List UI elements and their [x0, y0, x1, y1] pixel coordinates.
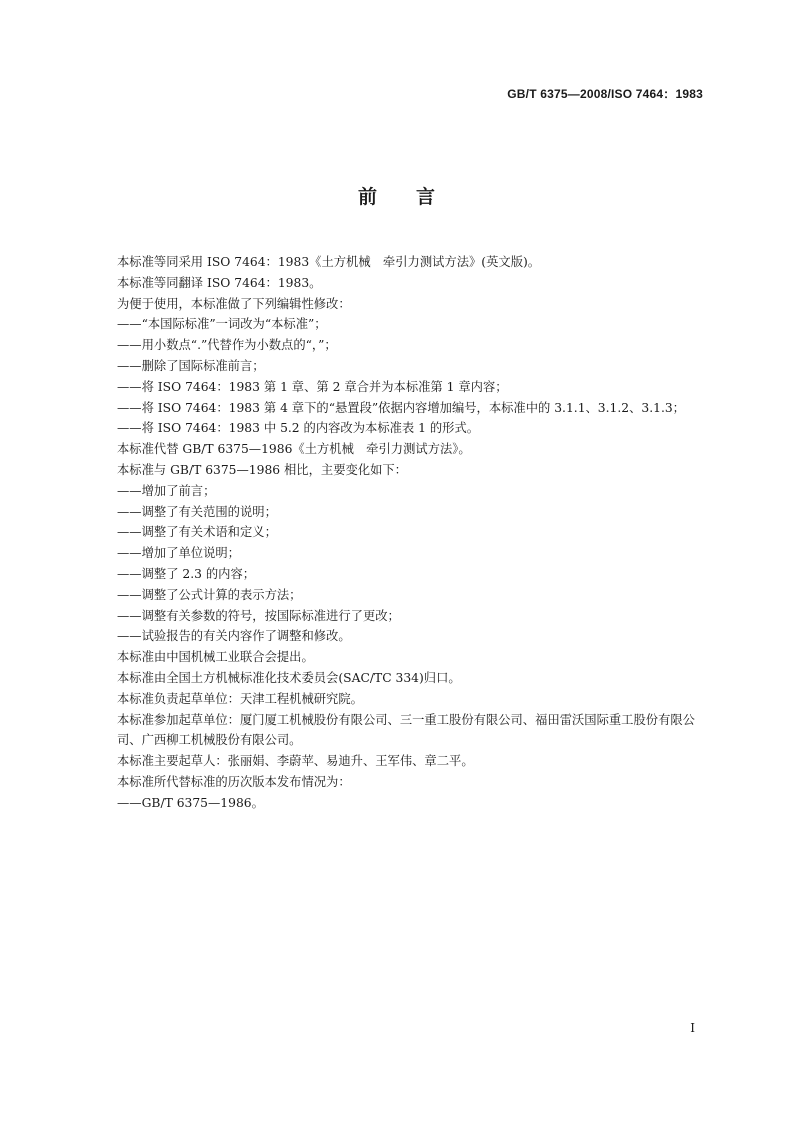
- list-item: ——用小数点“.”代替作为小数点的“，”；: [117, 338, 337, 353]
- paragraph-adoption: 本标准等同采用 ISO 7464：1983《土方机械 牵引力测试方法》(英文版)。: [117, 255, 541, 269]
- paragraph-replaces: 本标准代替 GB/T 6375—1986《土方机械 牵引力测试方法》。: [117, 442, 471, 457]
- list-item: ——删除了国际标准前言；: [117, 358, 265, 373]
- list-item: ——试验报告的有关内容作了调整和修改。: [117, 629, 351, 644]
- paragraph-participating-drafters: 本标准参加起草单位：厦门厦工机械股份有限公司、三一重工股份有限公司、福田雷沃国际重工股份有限公司、广西柳工机械股份有限公司。: [117, 712, 695, 748]
- list-item: ——调整了 2.3 的内容；: [117, 566, 256, 581]
- paragraph-committee: 本标准由全国土方机械标准化技术委员会(SAC/TC 334)归口。: [117, 670, 461, 685]
- title-char-1: 前: [357, 186, 378, 208]
- standard-code-header: GB/T 6375—2008/ISO 7464：1983: [507, 87, 703, 101]
- page-title: [0, 182, 794, 209]
- foreword-body: [90, 252, 710, 814]
- paragraph-main-drafters: 本标准主要起草人：张丽娟、李蔚苹、易迪升、王军伟、章二平。: [117, 754, 474, 769]
- list-item: ——将 ISO 7464：1983 第 4 章下的“悬置段”依据内容增加编号，本标准中的 3.1.1、3.1.2、3.1.3；: [117, 400, 685, 415]
- list-item: ——增加了前言；: [117, 483, 216, 498]
- list-item: ——增加了单位说明；: [117, 546, 240, 561]
- page-number: Ⅰ: [690, 1021, 695, 1035]
- paragraph-changes-intro: 本标准与 GB/T 6375—1986 相比，主要变化如下：: [117, 462, 407, 477]
- paragraph-proposed-by: 本标准由中国机械工业联合会提出。: [117, 650, 314, 665]
- list-item: ——调整有关参数的符号，按国际标准进行了更改；: [117, 608, 400, 623]
- paragraph-translation: 本标准等同翻译 ISO 7464：1983。: [117, 275, 322, 290]
- paragraph-lead-drafter: 本标准负责起草单位：天津工程机械研究院。: [117, 691, 363, 706]
- list-item: ——GB/T 6375—1986。: [117, 795, 264, 810]
- title-char-2: 言: [416, 186, 437, 208]
- list-item: ——“本国际标准”一词改为“本标准”；: [117, 317, 327, 332]
- list-item: ——调整了有关范围的说明；: [117, 504, 277, 519]
- list-item: ——调整了公式计算的表示方法；: [117, 587, 302, 602]
- paragraph-editorial-intro: 为便于使用，本标准做了下列编辑性修改：: [117, 296, 351, 311]
- list-item: ——调整了有关术语和定义；: [117, 525, 277, 540]
- paragraph-history-intro: 本标准所代替标准的历次版本发布情况为：: [117, 774, 351, 789]
- list-item: ——将 ISO 7464：1983 中 5.2 的内容改为本标准表 1 的形式。: [117, 421, 480, 436]
- list-item: ——将 ISO 7464：1983 第 1 章、第 2 章合并为本标准第 1 章内容；: [117, 379, 508, 394]
